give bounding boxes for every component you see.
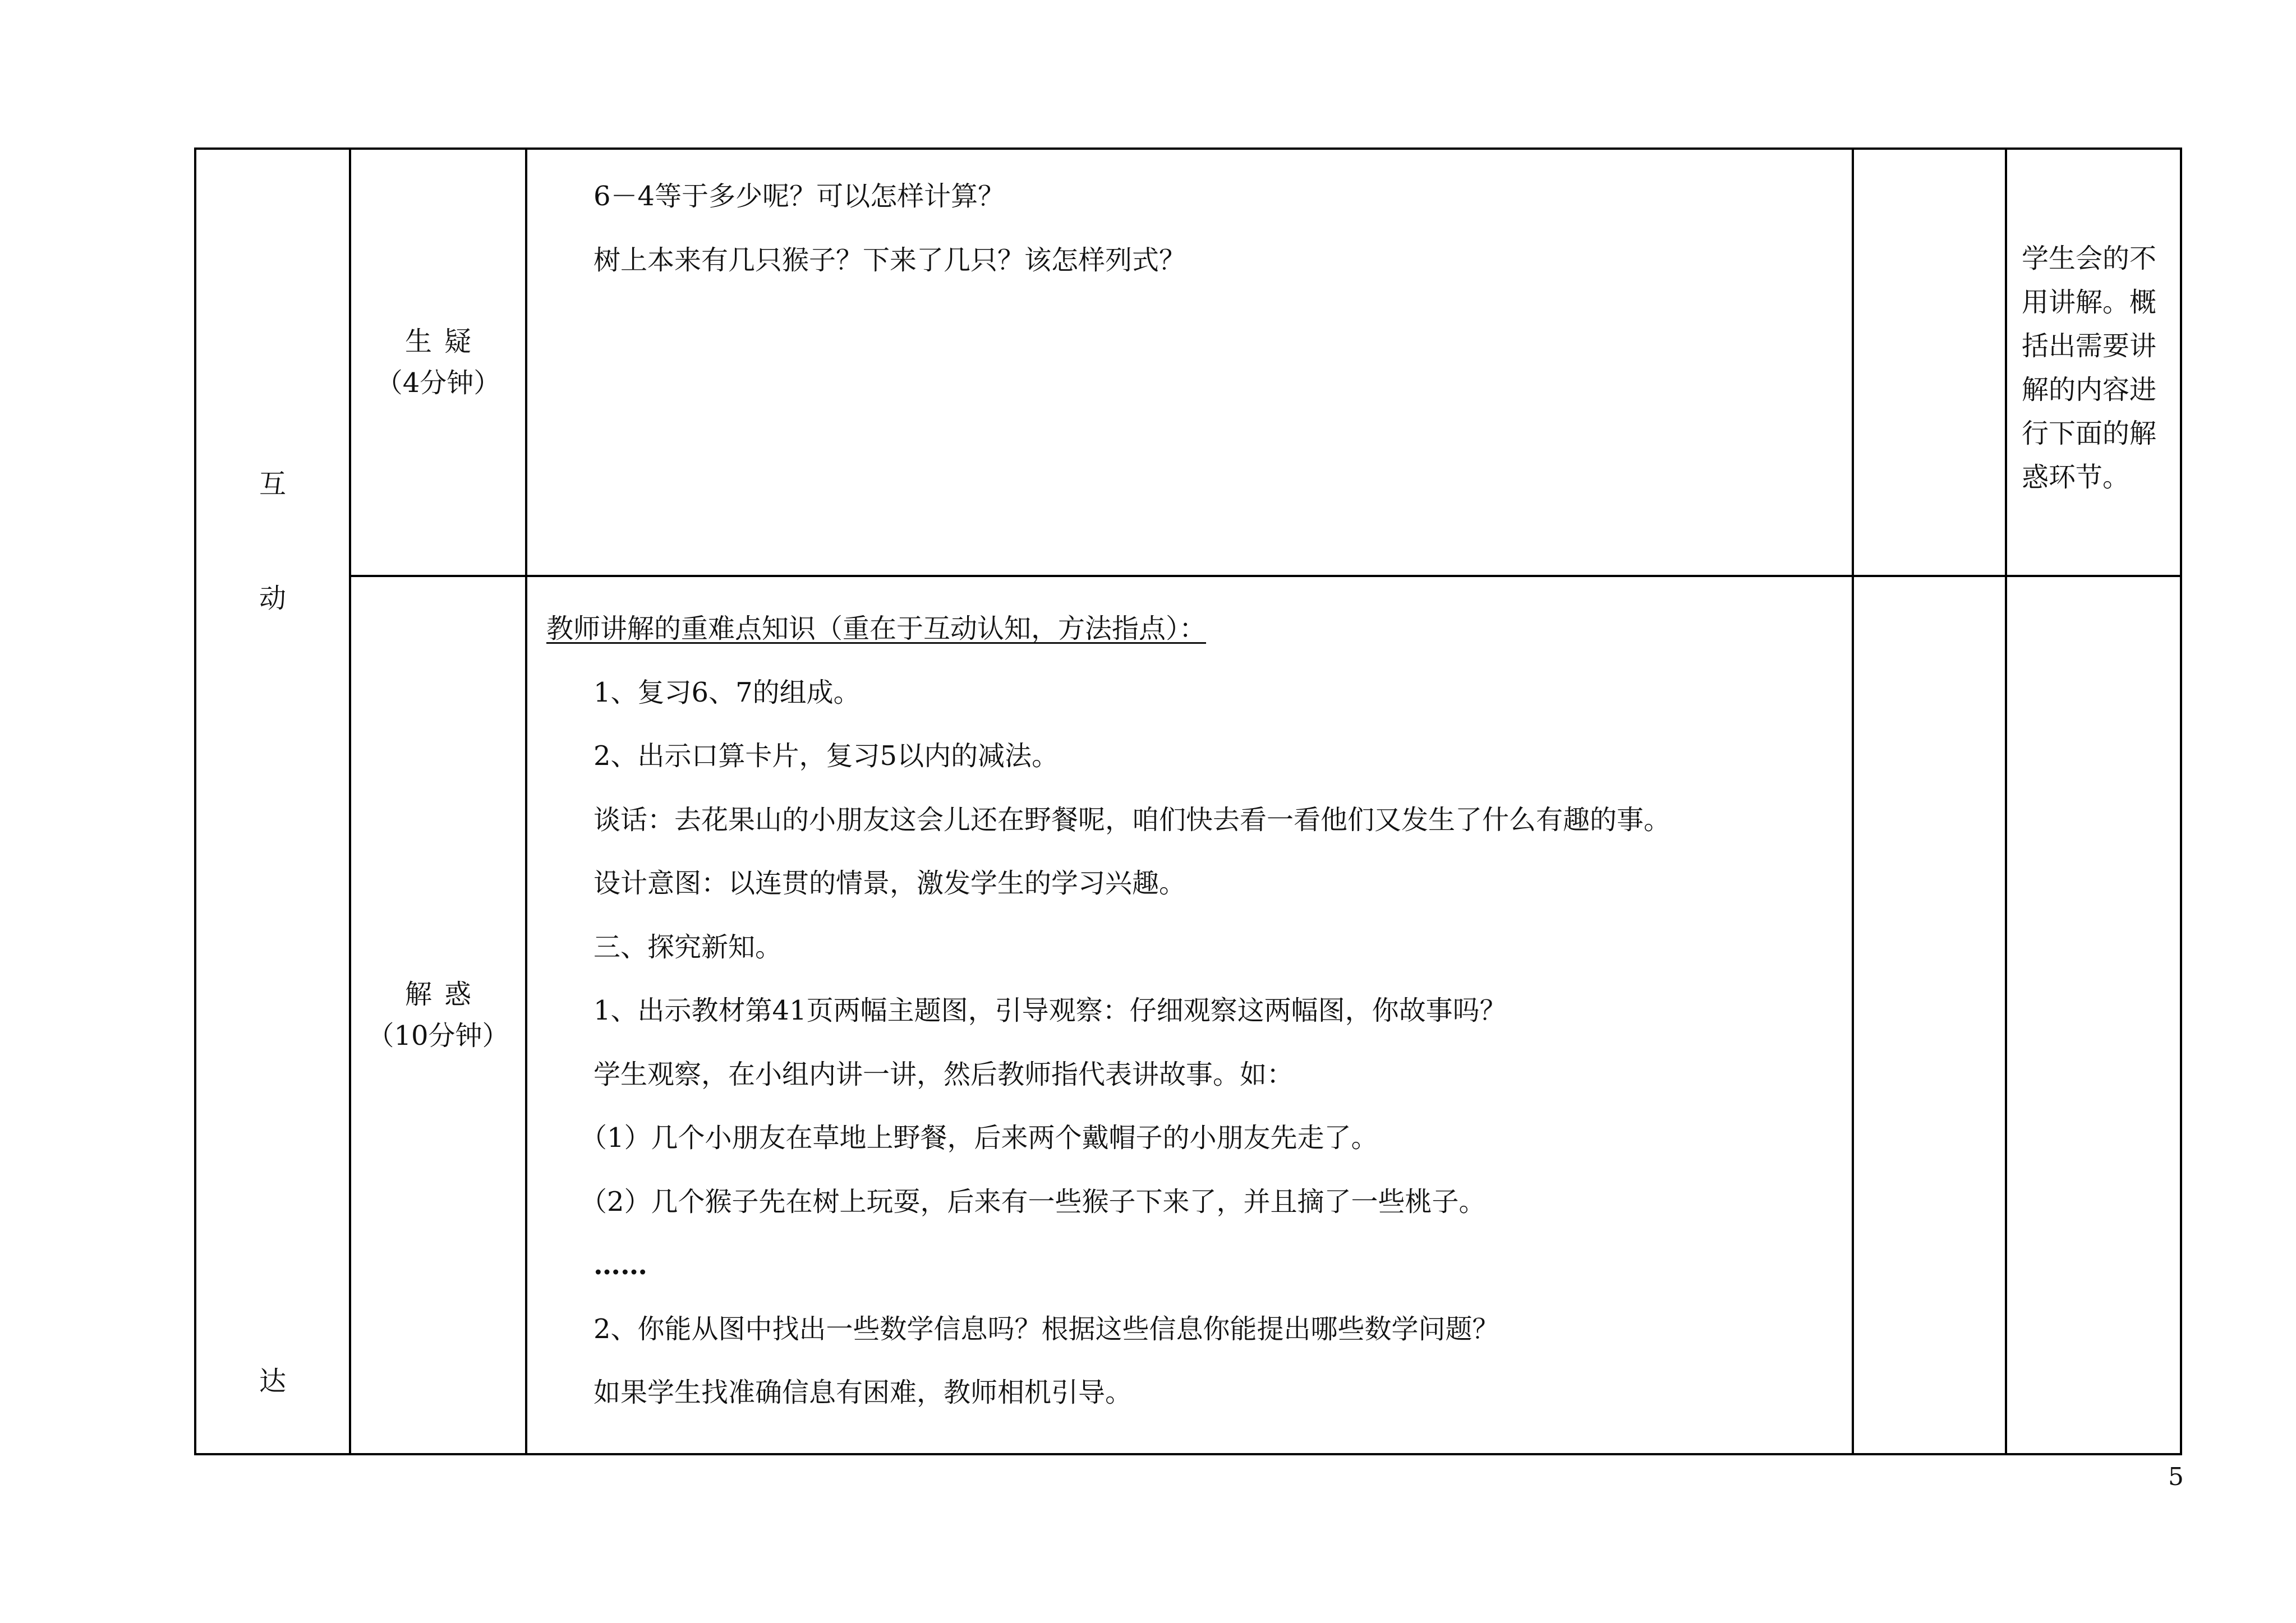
notes-text: 学生会的不用讲解。概括出需要讲解的内容进行下面的解惑环节。: [2022, 243, 2157, 493]
content-line: 树上本来有几只猴子？下来了几只？该怎样列式？: [593, 245, 1186, 276]
content-cell-shengyi: [526, 149, 1853, 576]
step-time: （10分钟）: [367, 1020, 509, 1052]
content-line: 谈话：去花果山的小朋友这会儿还在野餐呢，咱们快去看一看他们又发生了什么有趣的事。: [593, 804, 1671, 836]
blank-cell: [1853, 149, 2006, 576]
table-row-jiehuo: [195, 576, 2181, 1454]
step-time: （4分钟）: [375, 367, 501, 399]
table-row-shengyi: [195, 149, 2181, 576]
content-line: 1、出示教材第41页两幅主题图，引导观察：仔细观察这两幅图，你故事吗？: [593, 995, 1507, 1026]
step-cell-shengyi: [350, 149, 526, 576]
content-line: 设计意图：以连贯的情景，激发学生的学习兴趣。: [593, 868, 1186, 899]
content-line: 6－4等于多少呢？可以怎样计算？: [593, 181, 1005, 212]
step-cell-jiehuo: [350, 576, 526, 1454]
notes-cell-jiehuo: [2006, 576, 2181, 1454]
content-ellipsis: ……: [593, 1249, 647, 1281]
content-line: 2、你能从图中找出一些数学信息吗？根据这些信息你能提出哪些数学问题？: [593, 1313, 1499, 1345]
lesson-plan-table: [194, 147, 2182, 1455]
stage-cell: [195, 149, 350, 1454]
content-line: 如果学生找准确信息有困难，教师相机引导。: [593, 1377, 1133, 1408]
step-name: 生疑: [404, 326, 484, 357]
content-line: 2、出示口算卡片，复习5以内的减法。: [593, 740, 1059, 772]
stage-char-1: 互: [259, 468, 286, 500]
notes-cell-shengyi: [2006, 149, 2181, 576]
content-line: （1）几个小朋友在草地上野餐，后来两个戴帽子的小朋友先走了。: [580, 1122, 1378, 1154]
content-line: 1、复习6、7的组成。: [593, 676, 861, 708]
page-number: 5: [2168, 1463, 2184, 1491]
blank-cell: [1853, 576, 2006, 1454]
content-heading: 教师讲解的重难点知识（重在于互动认知，方法指点）：: [546, 613, 1207, 644]
content-line: （2）几个猴子先在树上玩耍，后来有一些猴子下来了，并且摘了一些桃子。: [580, 1186, 1486, 1218]
stage-char-2: 动: [259, 583, 286, 614]
step-name: 解惑: [404, 979, 484, 1010]
stage-char-3: 达: [259, 1366, 286, 1397]
content-line: 学生观察，在小组内讲一讲，然后教师指代表讲故事。如：: [593, 1058, 1294, 1090]
content-cell-jiehuo: [526, 576, 1853, 1454]
content-line: 三、探究新知。: [593, 931, 783, 963]
